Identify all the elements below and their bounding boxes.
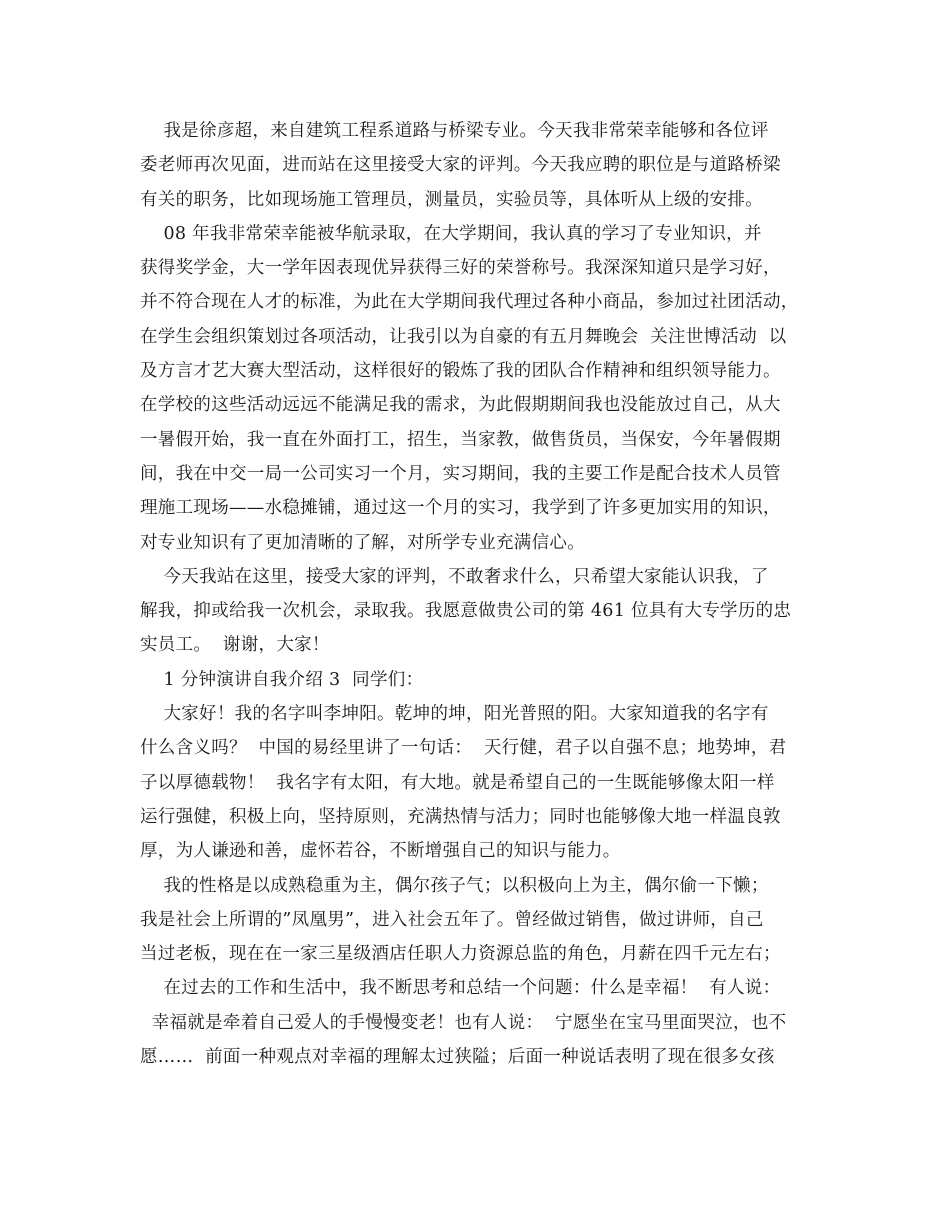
text-line: 什么含义吗？ 中国的易经里讲了一句话： 天行健，君子以自强不息；地势坤，君 bbox=[140, 738, 787, 759]
text-line: 有关的职务，比如现场施工管理员，测量员，实验员等，具体听从上级的安排。 bbox=[140, 189, 763, 210]
text-line: 08 年我非常荣幸能被华航录取，在大学期间，我认真的学习了专业知识，并 bbox=[140, 223, 762, 244]
text-line: 及方言才艺大赛大型活动，这样很好的锻炼了我的团队合作精神和组织领导能力。 bbox=[140, 361, 781, 382]
text-line: 委老师再次见面，进而站在这里接受大家的评判。今天我应聘的职位是与道路桥梁 bbox=[140, 155, 781, 176]
text-line: 获得奖学金，大一学年因表现优异获得三好的荣誉称号。我深深知道只是学习好， bbox=[140, 258, 781, 279]
text-line: 实员工。 谢谢，大家！ bbox=[140, 635, 330, 656]
text-line: 对专业知识有了更加清晰的了解，对所学专业充满信心。 bbox=[140, 532, 585, 553]
text-line: 厚，为人谦逊和善，虚怀若谷，不断增强自己的知识与能力。 bbox=[140, 841, 621, 862]
text-line: 间，我在中交一局一公司实习一个月，实习期间，我的主要工作是配合技术人员管 bbox=[140, 463, 781, 484]
text-line: 一暑假开始，我一直在外面打工，招生，当家教，做售货员，当保安，今年暑假期 bbox=[140, 429, 781, 450]
text-line: 理施工现场——水稳摊铺，通过这一个月的实习，我学到了许多更加实用的知识， bbox=[140, 498, 781, 519]
text-line: 运行强健，积极上向，坚持原则，充满热情与活力；同时也能够像大地一样温良敦 bbox=[140, 806, 781, 827]
body-text bbox=[140, 114, 840, 1074]
text-line: 在学生会组织策划过各项活动，让我引以为自豪的有五月舞晚会 关注世博活动 以 bbox=[140, 326, 787, 347]
text-line: 在学校的这些活动远远不能满足我的需求，为此假期期间我也没能放过自己，从大 bbox=[140, 395, 781, 416]
text-line: 我是徐彦超，来自建筑工程系道路与桥梁专业。今天我非常荣幸能够和各位评 bbox=[140, 121, 769, 141]
section-heading: 1 分钟演讲自我介绍 3 同学们： bbox=[140, 669, 424, 690]
text-line: 大家好！我的名字叫李坤阳。乾坤的坤，阳光普照的阳。大家知道我的名字有 bbox=[140, 704, 769, 725]
text-line: 在过去的工作和生活中，我不断思考和总结一个问题：什么是幸福！ 有人说： bbox=[140, 978, 781, 999]
text-line: 并不符合现在人才的标准，为此在大学期间我代理过各种小商品，参加过社团活动， bbox=[140, 292, 799, 313]
text-line: 我是社会上所谓的”凤凰男”，进入社会五年了。曾经做过销售，做过讲师，自己 bbox=[140, 909, 764, 930]
text-line: 今天我站在这里，接受大家的评判，不敢奢求什么，只希望大家能认识我，了 bbox=[140, 566, 769, 587]
text-line: 幸福就是牵着自己爱人的手慢慢变老！也有人说： 宁愿坐在宝马里面哭泣，也不 bbox=[140, 1012, 787, 1033]
text-line: 子以厚德载物！ 我名字有太阳，有大地。就是希望自己的一生既能够像太阳一样 bbox=[140, 772, 775, 793]
text-line: 解我，抑或给我一次机会，录取我。我愿意做贵公司的第 461 位具有大专学历的忠 bbox=[140, 601, 792, 622]
text-line: 我的性格是以成熟稳重为主，偶尔孩子气；以积极向上为主，偶尔偷一下懒； bbox=[140, 875, 769, 896]
text-line: 愿…… 前面一种观点对幸福的理解太过狭隘；后面一种说话表明了现在很多女孩 bbox=[140, 1047, 775, 1068]
text-line: 当过老板，现在在一家三星级酒店任职人力资源总监的角色，月薪在四千元左右； bbox=[140, 944, 781, 965]
